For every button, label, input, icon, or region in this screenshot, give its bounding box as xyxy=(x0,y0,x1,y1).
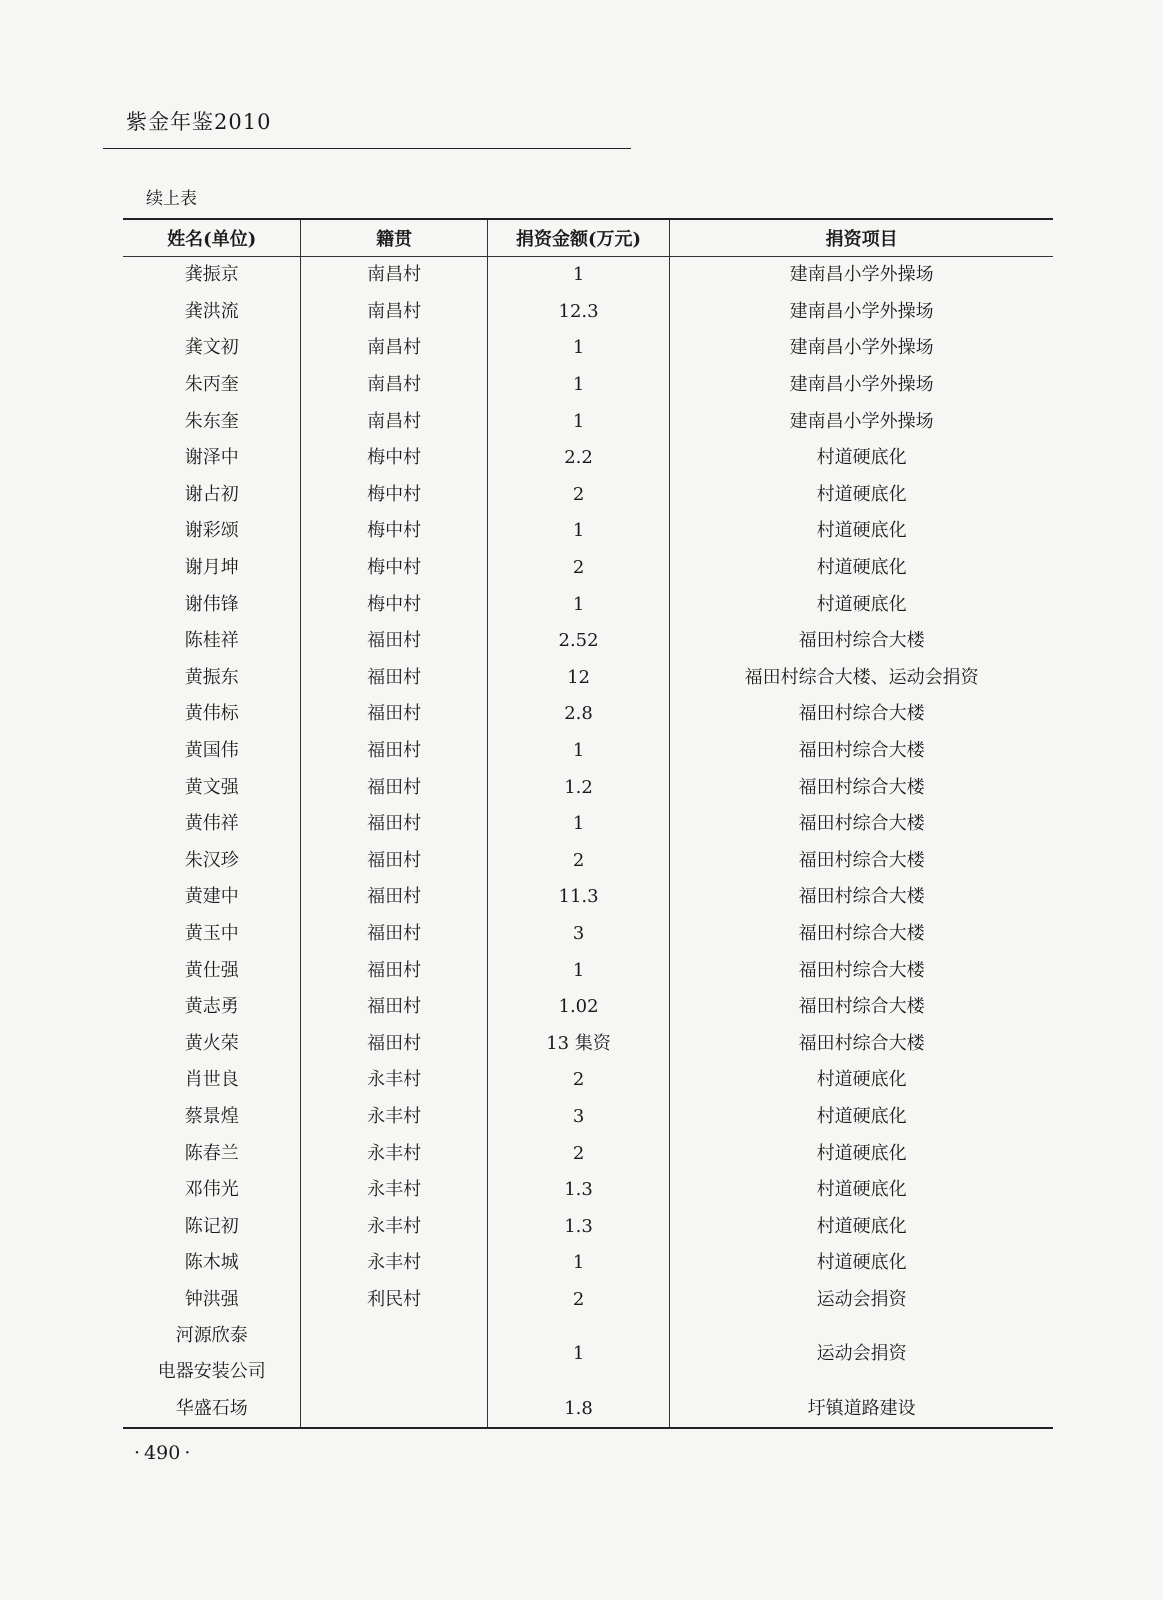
cell-name: 黄伟祥 xyxy=(184,813,239,835)
cell-project: 村道硬底化 xyxy=(670,440,1053,477)
page-number xyxy=(130,1442,194,1464)
cell-origin: 福田村 xyxy=(301,952,487,989)
cell-origin: 福田村 xyxy=(301,660,487,697)
cell-origin: 利民村 xyxy=(301,1282,487,1319)
table-body xyxy=(123,257,1053,1428)
running-title: 紫金年鉴2010 xyxy=(126,110,272,134)
cell-origin: 福田村 xyxy=(301,843,487,880)
cell-amount: 1 xyxy=(487,330,669,367)
cell-origin: 南昌村 xyxy=(301,367,487,404)
cell-name: 黄志勇 xyxy=(184,996,239,1018)
cell-amount: 2 xyxy=(487,1062,669,1099)
cell-origin: 梅中村 xyxy=(301,440,487,477)
cell-name: 肖世良 xyxy=(184,1069,239,1091)
table-row xyxy=(123,660,1053,697)
cell-project: 建南昌小学外操场 xyxy=(670,403,1053,440)
page-number-value: 490 xyxy=(144,1442,181,1464)
cell-name: 谢伟锋 xyxy=(184,593,239,615)
cell-project: 村道硬底化 xyxy=(670,1172,1053,1209)
cell-project: 福田村综合大楼 xyxy=(670,806,1053,843)
table-row xyxy=(123,403,1053,440)
table-row xyxy=(123,879,1053,916)
cell-name: 陈桂祥 xyxy=(184,630,239,652)
cell-name: 黄仕强 xyxy=(184,959,239,981)
cell-project: 福田村综合大楼 xyxy=(670,769,1053,806)
cell-origin: 永丰村 xyxy=(301,1135,487,1172)
header-rule xyxy=(103,148,631,149)
cell-origin: 福田村 xyxy=(301,806,487,843)
table-row xyxy=(123,477,1053,514)
cell-name: 龚洪流 xyxy=(184,300,239,322)
table-row xyxy=(123,806,1053,843)
cell-amount: 1.8 xyxy=(487,1390,669,1428)
cell-project: 福田村综合大楼、运动会捐资 xyxy=(670,660,1053,697)
cell-name: 谢占初 xyxy=(184,483,239,505)
cell-name: 龚振京 xyxy=(184,264,239,286)
table-row xyxy=(123,1282,1053,1319)
cell-name: 陈记初 xyxy=(184,1215,239,1237)
cell-name: 华盛石场 xyxy=(123,1390,301,1428)
cell-name: 陈春兰 xyxy=(184,1142,239,1164)
cell-name: 朱丙奎 xyxy=(184,374,239,396)
cell-name: 黄国伟 xyxy=(184,740,239,762)
cell-amount: 2.8 xyxy=(487,696,669,733)
table-row xyxy=(123,513,1053,550)
cell-project: 村道硬底化 xyxy=(670,550,1053,587)
cell-origin: 南昌村 xyxy=(301,257,487,294)
cell-name xyxy=(123,1318,301,1390)
cell-origin: 梅中村 xyxy=(301,550,487,587)
cell-name: 蔡景煌 xyxy=(184,1105,239,1127)
cell-project: 福田村综合大楼 xyxy=(670,1025,1053,1062)
table-row xyxy=(123,1172,1053,1209)
cell-project: 福田村综合大楼 xyxy=(670,952,1053,989)
cell-name: 黄建中 xyxy=(184,886,239,908)
table-row xyxy=(123,367,1053,404)
cell-name: 谢彩颂 xyxy=(184,520,239,542)
table-row xyxy=(123,733,1053,770)
cell-name-line-2: 电器安装公司 xyxy=(157,1361,266,1383)
table-row xyxy=(123,1245,1053,1282)
cell-amount: 1.02 xyxy=(487,989,669,1026)
cell-origin: 福田村 xyxy=(301,879,487,916)
cell-amount: 1.2 xyxy=(487,769,669,806)
cell-project: 建南昌小学外操场 xyxy=(670,294,1053,331)
cell-origin: 梅中村 xyxy=(301,513,487,550)
table-row xyxy=(123,843,1053,880)
donation-table xyxy=(123,218,1053,1429)
cell-name: 龚文初 xyxy=(184,337,239,359)
column-header-amount: 捐资金额(万元) xyxy=(487,219,669,257)
table-row xyxy=(123,1062,1053,1099)
cell-origin: 福田村 xyxy=(301,1025,487,1062)
cell-name: 黄火荣 xyxy=(184,1032,239,1054)
table-row xyxy=(123,440,1053,477)
cell-amount: 11.3 xyxy=(487,879,669,916)
cell-project: 运动会捐资 xyxy=(670,1318,1053,1390)
cell-name: 黄伟标 xyxy=(184,703,239,725)
table-row xyxy=(123,1390,1053,1428)
cell-origin: 永丰村 xyxy=(301,1245,487,1282)
cell-amount: 2 xyxy=(487,1282,669,1319)
cell-amount: 2.52 xyxy=(487,623,669,660)
cell-amount: 2 xyxy=(487,1135,669,1172)
cell-name-line-1: 河源欣泰 xyxy=(175,1325,248,1347)
cell-name: 朱东奎 xyxy=(184,410,239,432)
table-row xyxy=(123,952,1053,989)
table-row xyxy=(123,1135,1053,1172)
table-row xyxy=(123,916,1053,953)
cell-project: 福田村综合大楼 xyxy=(670,696,1053,733)
cell-amount: 2 xyxy=(487,843,669,880)
table-row xyxy=(123,1099,1053,1136)
cell-project: 村道硬底化 xyxy=(670,586,1053,623)
cell-name: 钟洪强 xyxy=(184,1288,239,1310)
table-row xyxy=(123,1025,1053,1062)
cell-amount: 1 xyxy=(487,806,669,843)
column-header-name: 姓名(单位) xyxy=(123,219,301,257)
cell-project: 福田村综合大楼 xyxy=(670,623,1053,660)
table-row xyxy=(123,769,1053,806)
cell-amount: 1.3 xyxy=(487,1172,669,1209)
cell-origin xyxy=(301,1318,487,1390)
table-header-row xyxy=(123,219,1053,257)
cell-project: 建南昌小学外操场 xyxy=(670,330,1053,367)
cell-origin: 南昌村 xyxy=(301,330,487,367)
cell-origin: 永丰村 xyxy=(301,1062,487,1099)
cell-amount: 1 xyxy=(487,586,669,623)
cell-origin: 福田村 xyxy=(301,623,487,660)
cell-project: 村道硬底化 xyxy=(670,1135,1053,1172)
cell-amount: 2 xyxy=(487,550,669,587)
cell-amount: 1 xyxy=(487,367,669,404)
cell-project: 福田村综合大楼 xyxy=(670,733,1053,770)
continued-label: 续上表 xyxy=(146,189,197,209)
cell-project: 建南昌小学外操场 xyxy=(670,367,1053,404)
cell-origin: 福田村 xyxy=(301,989,487,1026)
cell-origin: 福田村 xyxy=(301,916,487,953)
cell-project: 圩镇道路建设 xyxy=(670,1390,1053,1428)
cell-origin: 梅中村 xyxy=(301,477,487,514)
cell-amount: 12.3 xyxy=(487,294,669,331)
cell-name: 朱汉珍 xyxy=(184,849,239,871)
cell-project: 村道硬底化 xyxy=(670,1245,1053,1282)
cell-name: 黄玉中 xyxy=(184,922,239,944)
cell-amount: 1 xyxy=(487,1318,669,1390)
column-header-origin: 籍贯 xyxy=(301,219,487,257)
cell-project: 村道硬底化 xyxy=(670,513,1053,550)
cell-project: 福田村综合大楼 xyxy=(670,916,1053,953)
table-row xyxy=(123,294,1053,331)
table-row xyxy=(123,989,1053,1026)
cell-origin xyxy=(301,1390,487,1428)
cell-origin: 梅中村 xyxy=(301,586,487,623)
cell-amount: 1 xyxy=(487,513,669,550)
cell-project: 村道硬底化 xyxy=(670,477,1053,514)
cell-name: 谢月坤 xyxy=(184,557,239,579)
cell-amount: 1 xyxy=(487,257,669,294)
cell-project: 村道硬底化 xyxy=(670,1208,1053,1245)
cell-amount: 1 xyxy=(487,1245,669,1282)
table-row xyxy=(123,586,1053,623)
table-row xyxy=(123,550,1053,587)
cell-name: 谢泽中 xyxy=(184,447,239,469)
table-row xyxy=(123,623,1053,660)
table-row xyxy=(123,257,1053,294)
page-number-dot-left: · xyxy=(134,1442,141,1464)
page-number-dot-right: · xyxy=(184,1442,191,1464)
table-row xyxy=(123,696,1053,733)
cell-amount: 12 xyxy=(487,660,669,697)
cell-origin: 福田村 xyxy=(301,696,487,733)
cell-project: 运动会捐资 xyxy=(670,1282,1053,1319)
cell-origin: 永丰村 xyxy=(301,1099,487,1136)
cell-amount: 1.3 xyxy=(487,1208,669,1245)
cell-project: 村道硬底化 xyxy=(670,1099,1053,1136)
cell-name: 黄文强 xyxy=(184,776,239,798)
cell-project: 建南昌小学外操场 xyxy=(670,257,1053,294)
cell-origin: 南昌村 xyxy=(301,403,487,440)
cell-origin: 福田村 xyxy=(301,733,487,770)
cell-origin: 福田村 xyxy=(301,769,487,806)
cell-project: 福田村综合大楼 xyxy=(670,879,1053,916)
cell-amount: 13 集资 xyxy=(487,1025,669,1062)
cell-amount: 1 xyxy=(487,403,669,440)
cell-origin: 永丰村 xyxy=(301,1208,487,1245)
cell-amount: 3 xyxy=(487,916,669,953)
cell-project: 福田村综合大楼 xyxy=(670,843,1053,880)
table-row xyxy=(123,1318,1053,1390)
cell-origin: 永丰村 xyxy=(301,1172,487,1209)
table-row xyxy=(123,1208,1053,1245)
cell-amount: 2.2 xyxy=(487,440,669,477)
cell-name: 陈木城 xyxy=(184,1252,239,1274)
cell-amount: 3 xyxy=(487,1099,669,1136)
cell-project: 村道硬底化 xyxy=(670,1062,1053,1099)
cell-amount: 2 xyxy=(487,477,669,514)
table-row xyxy=(123,330,1053,367)
cell-name: 邓伟光 xyxy=(184,1179,239,1201)
cell-project: 福田村综合大楼 xyxy=(670,989,1053,1026)
column-header-project: 捐资项目 xyxy=(670,219,1053,257)
cell-amount: 1 xyxy=(487,952,669,989)
cell-name: 黄振东 xyxy=(184,666,239,688)
cell-origin: 南昌村 xyxy=(301,294,487,331)
cell-amount: 1 xyxy=(487,733,669,770)
